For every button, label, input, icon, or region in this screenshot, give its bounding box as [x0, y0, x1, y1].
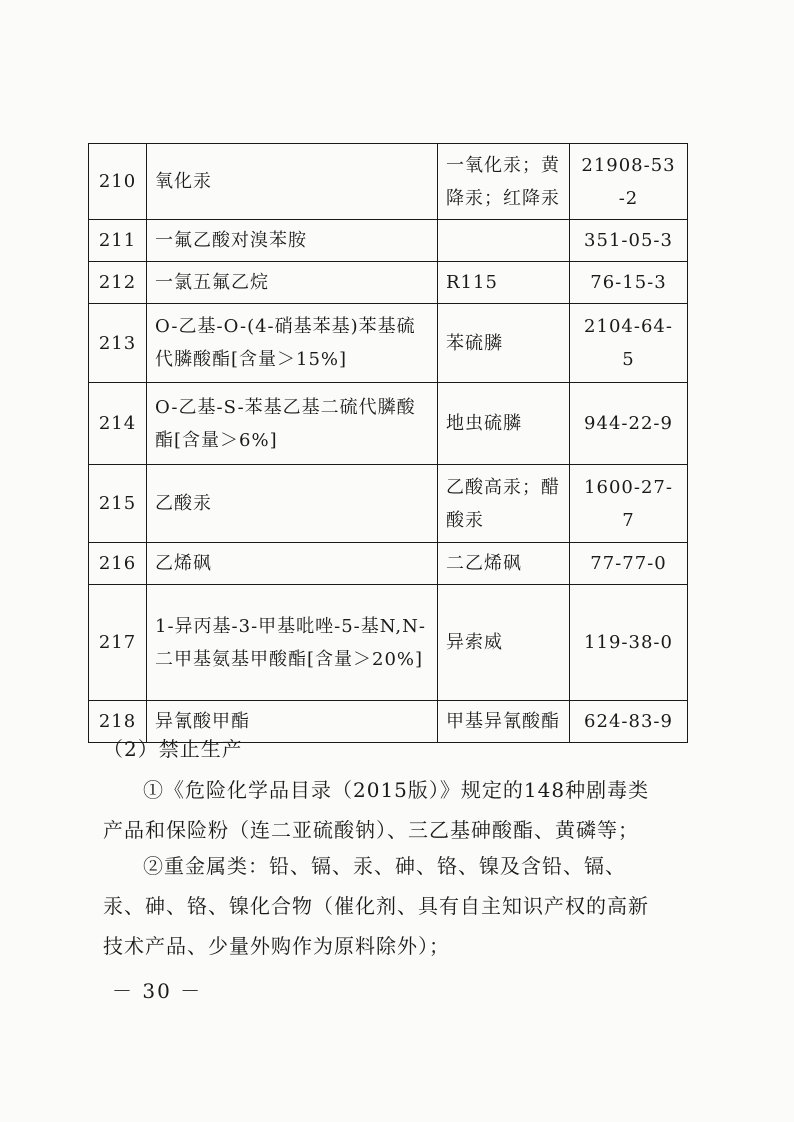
table-row: [89, 144, 688, 220]
chemical-alias: 一氧化汞；黄降汞；红降汞: [438, 144, 570, 220]
chemical-alias: 地虫硫膦: [438, 383, 570, 465]
chemical-name: 乙酸汞: [147, 465, 438, 543]
chemical-table: [88, 143, 688, 743]
cas-number: 624-83-9: [570, 701, 688, 743]
cas-number: 76-15-3: [570, 262, 688, 304]
cas-number: 21908-53-2: [570, 144, 688, 220]
chemical-alias: R115: [438, 262, 570, 304]
chemical-name: 一氟乙酸对溴苯胺: [147, 220, 438, 262]
table-row: [89, 465, 688, 543]
paragraph-item-1: ①《危险化学品目录（2015版）》规定的148种剧毒类产品和保险粉（连二亚硫酸钠）、三乙基砷酸酯、黄磷等；: [103, 778, 650, 842]
row-number: 214: [89, 383, 147, 465]
paragraph-item-2: ②重金属类：铅、镉、汞、砷、铬、镍及含铅、镉、汞、砷、铬、镍化合物（催化剂、具有自主知识产权的高新技术产品、少量外购作为原料除外）；: [103, 854, 649, 958]
chemical-name: O-乙基-S-苯基乙基二硫代膦酸酯[含量＞6%]: [147, 383, 438, 465]
table-row: [89, 220, 688, 262]
chemical-alias: 苯硫膦: [438, 304, 570, 383]
row-number: 215: [89, 465, 147, 543]
section-heading: （2）禁止生产: [103, 737, 243, 761]
chemical-alias: 甲基异氰酸酯: [438, 701, 570, 743]
chemical-alias: [438, 220, 570, 262]
table-row: [89, 585, 688, 701]
row-number: 218: [89, 701, 147, 743]
row-number: 212: [89, 262, 147, 304]
page-number: － 30 －: [112, 979, 203, 1003]
chemical-name: 乙烯砜: [147, 543, 438, 585]
table-row: [89, 262, 688, 304]
cas-number: 351-05-3: [570, 220, 688, 262]
table-row: [89, 543, 688, 585]
row-number: 217: [89, 585, 147, 701]
cas-number: 1600-27-7: [570, 465, 688, 543]
chemical-alias: 乙酸高汞；醋酸汞: [438, 465, 570, 543]
chemical-alias: 异索威: [438, 585, 570, 701]
table-row: [89, 383, 688, 465]
cas-number: 119-38-0: [570, 585, 688, 701]
row-number: 211: [89, 220, 147, 262]
chemical-alias: 二乙烯砜: [438, 543, 570, 585]
chemical-name: O-乙基-O-(4-硝基苯基)苯基硫代膦酸酯[含量＞15%]: [147, 304, 438, 383]
row-number: 216: [89, 543, 147, 585]
chemical-name: 异氰酸甲酯: [147, 701, 438, 743]
chemical-name: 一氯五氟乙烷: [147, 262, 438, 304]
chemical-name: 1-异丙基-3-甲基吡唑-5-基N,N-二甲基氨基甲酸酯[含量＞20%]: [147, 585, 438, 701]
chemical-name: 氧化汞: [147, 144, 438, 220]
cas-number: 944-22-9: [570, 383, 688, 465]
row-number: 213: [89, 304, 147, 383]
cas-number: 77-77-0: [570, 543, 688, 585]
row-number: 210: [89, 144, 147, 220]
cas-number: 2104-64-5: [570, 304, 688, 383]
table-row: [89, 304, 688, 383]
